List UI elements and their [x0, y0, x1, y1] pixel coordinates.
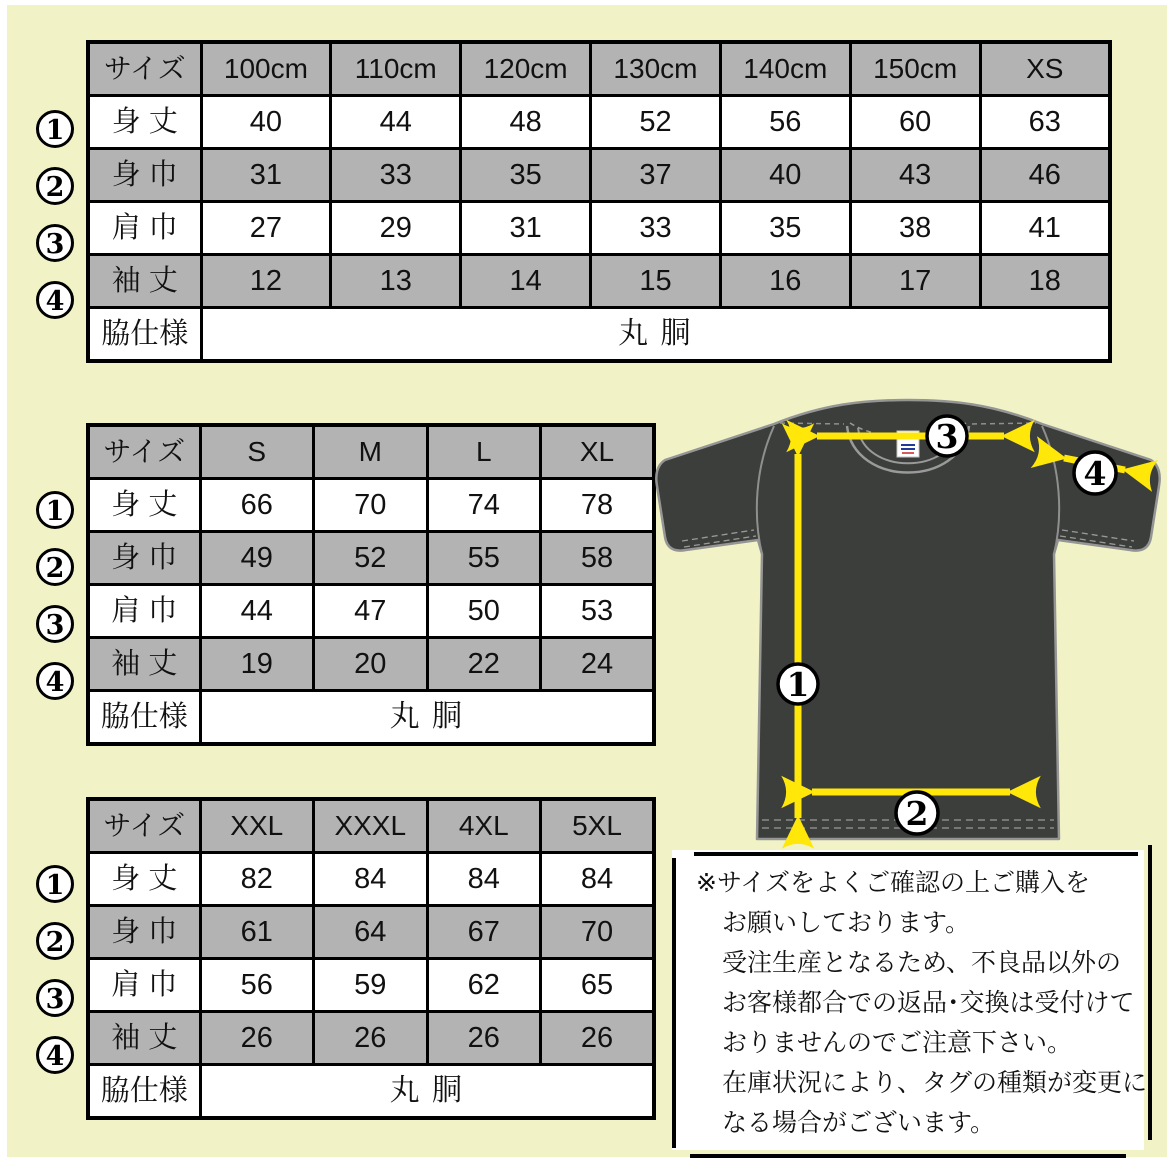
- measurement-value-cell: 35: [720, 202, 850, 255]
- measurement-value-cell: 16: [720, 255, 850, 308]
- notice-line: なる場合がございます。: [722, 1109, 996, 1137]
- measurement-value-cell: 67: [427, 906, 541, 959]
- marker-circle-2: 2: [36, 548, 74, 586]
- measurement-value-cell: 52: [591, 96, 721, 149]
- notice-line: 受注生産となるため、不良品以外の: [722, 949, 1122, 977]
- notice-border-left: [672, 858, 676, 1148]
- measurement-value-cell: 84: [427, 853, 541, 906]
- size-title-cell: サイズ: [88, 42, 201, 96]
- measurement-value-cell: 31: [201, 149, 331, 202]
- marker-circle-4: 4: [36, 1036, 74, 1074]
- measurement-value-cell: 56: [200, 959, 314, 1012]
- measurement-value-cell: 40: [201, 96, 331, 149]
- measurement-value-cell: 33: [591, 202, 721, 255]
- size-header-cell: 100cm: [201, 42, 331, 96]
- measurement-label-cell: 袖 丈: [88, 255, 201, 308]
- notice-line: お願いしております。: [722, 909, 971, 937]
- size-header-cell: 5XL: [541, 799, 655, 853]
- measurement-value-cell: 17: [850, 255, 980, 308]
- measurement-label-cell: 身 巾: [88, 149, 201, 202]
- notice-line: ※サイズをよくご確認の上ご購入を: [696, 869, 1090, 897]
- size-header-cell: L: [427, 425, 541, 479]
- measurement-value-cell: 26: [200, 1012, 314, 1065]
- measurement-label-cell: 身 丈: [88, 853, 200, 906]
- size-table-kids-xs: [86, 40, 1112, 363]
- measurement-value-cell: 24: [541, 638, 655, 691]
- diagram-marker-1: 1: [786, 665, 810, 704]
- diagram-marker-4: 4: [1083, 454, 1107, 493]
- side-spec-value-cell: 丸 胴: [201, 308, 1110, 362]
- marker-circle-3: 3: [36, 224, 74, 262]
- measurement-value-cell: 22: [427, 638, 541, 691]
- notice-text: [696, 863, 1148, 1143]
- measurement-value-cell: 62: [427, 959, 541, 1012]
- notice-line: 在庫状況により、タグの種類が変更に: [722, 1069, 1148, 1097]
- measurement-value-cell: 26: [314, 1012, 428, 1065]
- measurement-value-cell: 84: [314, 853, 428, 906]
- notice-line: おりませんのでご注意下さい。: [722, 1029, 1073, 1057]
- marker-circle-1: 1: [36, 865, 74, 903]
- measurement-value-cell: 66: [200, 479, 314, 532]
- measurement-label-cell: 肩 巾: [88, 202, 201, 255]
- measurement-label-cell: 肩 巾: [88, 959, 200, 1012]
- measurement-value-cell: 40: [720, 149, 850, 202]
- side-spec-label-cell: 脇仕様: [88, 308, 201, 362]
- measurement-value-cell: 74: [427, 479, 541, 532]
- size-header-cell: 140cm: [720, 42, 850, 96]
- measurement-value-cell: 43: [850, 149, 980, 202]
- size-header-cell: XXL: [200, 799, 314, 853]
- size-table-adult: [86, 423, 656, 746]
- size-header-cell: S: [200, 425, 314, 479]
- measurement-value-cell: 13: [331, 255, 461, 308]
- measurement-value-cell: 18: [980, 255, 1110, 308]
- measurement-value-cell: 56: [720, 96, 850, 149]
- measurement-value-cell: 26: [541, 1012, 655, 1065]
- notice-line: お客様都合での返品･交換は受付けて: [722, 989, 1135, 1017]
- marker-circle-2: 2: [36, 167, 74, 205]
- marker-circle-4: 4: [36, 662, 74, 700]
- measurement-value-cell: 47: [314, 585, 428, 638]
- measurement-value-cell: 15: [591, 255, 721, 308]
- measurement-value-cell: 53: [541, 585, 655, 638]
- size-header-cell: 110cm: [331, 42, 461, 96]
- measurement-value-cell: 27: [201, 202, 331, 255]
- marker-circle-1: 1: [36, 110, 74, 148]
- size-header-cell: M: [314, 425, 428, 479]
- measurement-label-cell: 身 巾: [88, 532, 200, 585]
- marker-circle-1: 1: [36, 491, 74, 529]
- notice-border-top: [694, 852, 1138, 856]
- measurement-value-cell: 59: [314, 959, 428, 1012]
- side-spec-value-cell: 丸 胴: [200, 691, 654, 745]
- measurement-value-cell: 41: [980, 202, 1110, 255]
- measurement-value-cell: 55: [427, 532, 541, 585]
- size-header-cell: 120cm: [461, 42, 591, 96]
- marker-circle-3: 3: [36, 979, 74, 1017]
- size-header-cell: 150cm: [850, 42, 980, 96]
- measurement-value-cell: 14: [461, 255, 591, 308]
- marker-circle-4: 4: [36, 281, 74, 319]
- measurement-value-cell: 33: [331, 149, 461, 202]
- measurement-value-cell: 82: [200, 853, 314, 906]
- measurement-label-cell: 身 巾: [88, 906, 200, 959]
- measurement-value-cell: 49: [200, 532, 314, 585]
- measurement-label-cell: 肩 巾: [88, 585, 200, 638]
- diagram-marker-3: 3: [935, 417, 959, 456]
- measurement-value-cell: 70: [314, 479, 428, 532]
- size-header-cell: 130cm: [591, 42, 721, 96]
- size-header-cell: XXXL: [314, 799, 428, 853]
- measurement-value-cell: 61: [200, 906, 314, 959]
- measurement-value-cell: 35: [461, 149, 591, 202]
- marker-circle-2: 2: [36, 922, 74, 960]
- measurement-value-cell: 78: [541, 479, 655, 532]
- measurement-value-cell: 58: [541, 532, 655, 585]
- marker-circle-3: 3: [36, 605, 74, 643]
- notice-border-bottom: [690, 1154, 1126, 1158]
- measurement-value-cell: 84: [541, 853, 655, 906]
- measurement-value-cell: 48: [461, 96, 591, 149]
- measurement-value-cell: 65: [541, 959, 655, 1012]
- measurement-value-cell: 46: [980, 149, 1110, 202]
- notice-border-right: [1148, 845, 1152, 1140]
- size-table-big: [86, 797, 656, 1120]
- measurement-value-cell: 29: [331, 202, 461, 255]
- tshirt-measurement-diagram: [652, 396, 1164, 860]
- measurement-value-cell: 52: [314, 532, 428, 585]
- measurement-value-cell: 44: [200, 585, 314, 638]
- measurement-label-cell: 身 丈: [88, 96, 201, 149]
- measurement-value-cell: 26: [427, 1012, 541, 1065]
- measurement-value-cell: 37: [591, 149, 721, 202]
- measurement-label-cell: 袖 丈: [88, 1012, 200, 1065]
- size-header-cell: 4XL: [427, 799, 541, 853]
- diagram-marker-2: 2: [905, 794, 929, 833]
- measurement-value-cell: 64: [314, 906, 428, 959]
- measurement-value-cell: 12: [201, 255, 331, 308]
- measurement-value-cell: 38: [850, 202, 980, 255]
- purchase-notice-box: [672, 850, 1148, 1150]
- measurement-value-cell: 31: [461, 202, 591, 255]
- measurement-value-cell: 50: [427, 585, 541, 638]
- measurement-value-cell: 70: [541, 906, 655, 959]
- size-title-cell: サイズ: [88, 425, 200, 479]
- size-header-cell: XS: [980, 42, 1110, 96]
- measurement-value-cell: 63: [980, 96, 1110, 149]
- measurement-label-cell: 袖 丈: [88, 638, 200, 691]
- side-spec-label-cell: 脇仕様: [88, 1065, 200, 1119]
- measurement-value-cell: 44: [331, 96, 461, 149]
- size-header-cell: XL: [541, 425, 655, 479]
- side-spec-label-cell: 脇仕様: [88, 691, 200, 745]
- measurement-value-cell: 60: [850, 96, 980, 149]
- measurement-label-cell: 身 丈: [88, 479, 200, 532]
- size-title-cell: サイズ: [88, 799, 200, 853]
- side-spec-value-cell: 丸 胴: [200, 1065, 654, 1119]
- measurement-value-cell: 20: [314, 638, 428, 691]
- measurement-value-cell: 19: [200, 638, 314, 691]
